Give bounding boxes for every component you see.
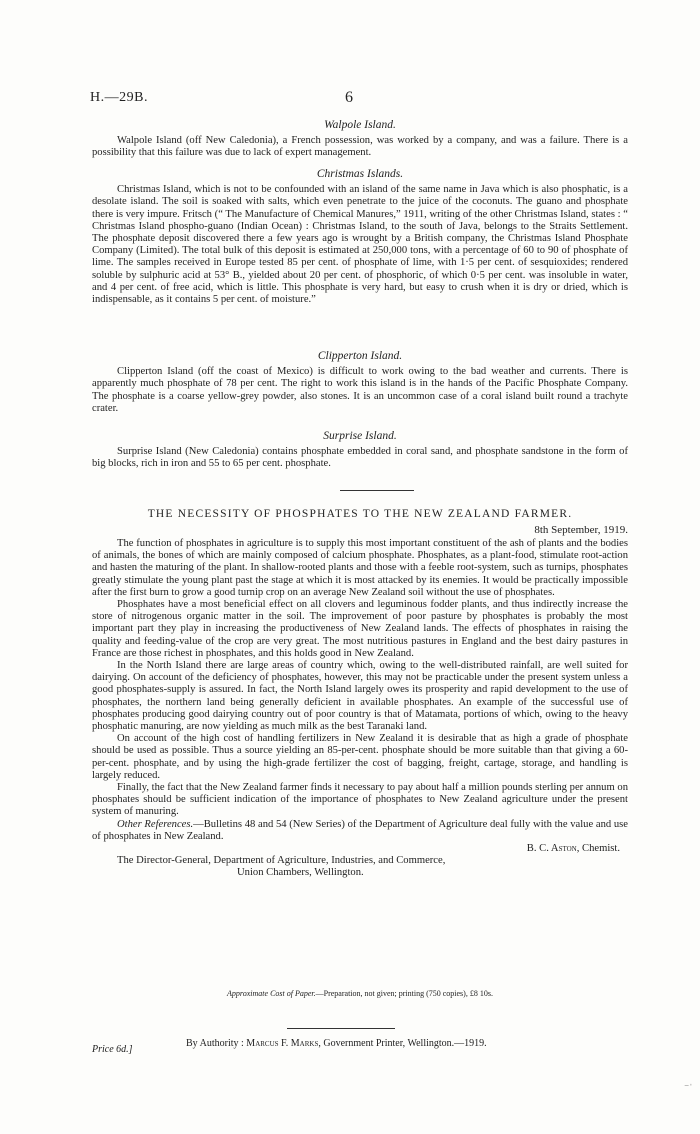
article-body bbox=[92, 538, 628, 880]
section-paragraph: Clipperton Island (off the coast of Mexico) is difficult to work owing to the bad weather and currents. There is apparently much phosphate of 78 per cent. The right to work this island is in the hands of the Pacific Phosphate Company. The phosphate is a coarse yellow-grey powder, also stones. It is an uncommon case of a coral island built round a trachyte crater. bbox=[92, 366, 628, 414]
section-paragraph: Walpole Island (off New Caledonia), a French possession, was worked by a company, and was a failure. There is a possibility that this failure was due to lack of expert management. bbox=[92, 135, 628, 159]
price: Price 6d.] bbox=[92, 1044, 133, 1055]
cost-text: —Preparation, not given; printing (750 copies), £8 10s. bbox=[315, 989, 493, 998]
article-paragraph: On account of the high cost of handling fertilizers in New Zealand it is desirable that as high a grade of phosphate should be used as possible. Thus a source yielding an 85-per-cent. phosphate should be more suitable than that giving a 60-per-cent. phosphate, and by using the high-grade fertilizer the cost of bagging, freight, cartage, storage, and handling is largely reduced. bbox=[92, 733, 628, 781]
section-christmas-islands bbox=[92, 168, 628, 306]
article-paragraph: Finally, the fact that the New Zealand farmer finds it necessary to pay about half a million pounds sterling per annum on phosphates should be sufficient indication of the importance of phosphates to New Zealand agriculture under the present system of manuring. bbox=[92, 782, 628, 818]
section-title: Walpole Island. bbox=[324, 119, 396, 131]
references-paragraph bbox=[92, 819, 628, 843]
margin-mark-icon: ⁻ˈ bbox=[684, 1083, 693, 1094]
cost-label: Approximate Cost of Paper. bbox=[227, 989, 316, 998]
section-title: Clipperton Island. bbox=[317, 350, 403, 362]
section-clipperton-island bbox=[92, 350, 628, 415]
divider bbox=[340, 490, 414, 491]
divider bbox=[287, 1028, 395, 1029]
article-paragraph: Phosphates have a most beneficial effect on all clovers and leguminous fodder plants, and thus indirectly increase the store of nitrogenous organic matter in the soil. The improvement of poor pasture by phosphates is probably the most important part they play in increasing the productiveness of New Zealand lands. The effects of phosphates in raising the quality and feeding-value of the crop are very great. The most nutritious pastures in England and the best dairy pastures in France are those richest in phosphates, and this holds good in New Zealand. bbox=[92, 599, 628, 659]
address-line: Union Chambers, Wellington. bbox=[237, 867, 364, 879]
section-paragraph: Surprise Island (New Caledonia) contains phosphate embedded in coral sand, and phosphate sandstone in the form of big blocks, rich in iron and 55 to 65 per cent. phosphate. bbox=[92, 446, 628, 470]
authority-prefix: By Authority : bbox=[186, 1038, 247, 1049]
article-paragraph: In the North Island there are large areas of country which, owing to the well-distributed rainfall, are well suited for dairying. On account of the deficiency of phosphates, however, this may not be practicable under the present system unless a good phosphates-supply is assured. In fact, the North Island largely owes its prosperity and rapid development to the use of phosphates, the northern land being generally deficient in available phosphates. An example of the successful use of phosphates producing good dairying country out of poor country is that of Matamata, portions of which, owing to the heavy phosphatic manuring, are now yielding as much milk as the best Taranaki land. bbox=[92, 660, 628, 733]
references-text: —Bulletins 48 and 54 (New Series) of the Department of Agriculture deal fully with the value and use of phosphates in New Zealand. bbox=[92, 818, 628, 842]
cost-note bbox=[92, 989, 628, 998]
article-title: THE NECESSITY OF PHOSPHATES TO THE NEW ZEALAND FARMER. bbox=[147, 508, 573, 520]
signature-title: , Chemist. bbox=[576, 843, 620, 855]
section-walpole-island bbox=[92, 119, 628, 160]
address-line: The Director-General, Department of Agriculture, Industries, and Commerce, bbox=[117, 855, 446, 867]
printer-authority bbox=[186, 1038, 487, 1049]
signature bbox=[92, 843, 628, 855]
signature-name: B. C. Aston bbox=[526, 843, 577, 855]
section-paragraph: Christmas Island, which is not to be confounded with an island of the same name in Java which is also phosphatic, is a desolate island. The soil is soaked with salts, which even penetrate to the juice of the coconuts. The guano and phosphate there is very impure. Fritsch (“ The Manufacture of Chemical Manures,” 1911, writing of the other Christmas Island, states : “ Christmas Island phospho-guano (Indian Ocean) : Christmas Island, to the south of Java, belongs to the Straits Settlement. The phosphate deposit discovered there a few years ago is wrought by a British company, the Christmas Island Phosphate Company (Limited). The total bulk of this deposit is estimated at 250,000 tons, with a percentage of 60 to 90 of phosphate of lime. The samples received in Europe tested 85 per cent. of phosphate of lime, with 1·5 per cent. of sesquioxides; rendered soluble by sulphuric acid at 53° B., yielded about 20 per cent. of phosphoric, of which 0·5 per cent. was insoluble in water, and 4 per cent. of free acid, which is little. This phosphate is very hard, but easy to crush when it is dry or dried, which is indispensable, as it contains 5 per cent. of moisture.” bbox=[92, 184, 628, 306]
authority-suffix: , Government Printer, Wellington.—1919. bbox=[318, 1038, 487, 1049]
article-date: 8th September, 1919. bbox=[534, 524, 628, 536]
section-title: Christmas Islands. bbox=[316, 168, 404, 180]
section-surprise-island bbox=[92, 430, 628, 471]
references-label: Other References. bbox=[117, 818, 194, 830]
article-paragraph: The function of phosphates in agriculture is to supply this most important constituent of the ash of plants and the bodies of animals, the bones of which are mainly composed of calcium phosphate. Phosphates, as a plant-food, stimulate root-action and hasten the maturing of the plant. In shallow-rooted plants and those with a feeble root-system, such as turnips, phosphates greatly stimulate the young plant past the stage at which it is most attacked by its enemies. It would be practically impossible after the first burn to grow a good turnip crop on an average New Zealand soil without the use of phosphates. bbox=[92, 538, 628, 598]
section-title: Surprise Island. bbox=[323, 430, 397, 442]
document-reference: H.—29B. bbox=[90, 90, 148, 105]
page-number: 6 bbox=[345, 89, 353, 106]
printer-name: Marcus F. Marks bbox=[246, 1038, 319, 1049]
